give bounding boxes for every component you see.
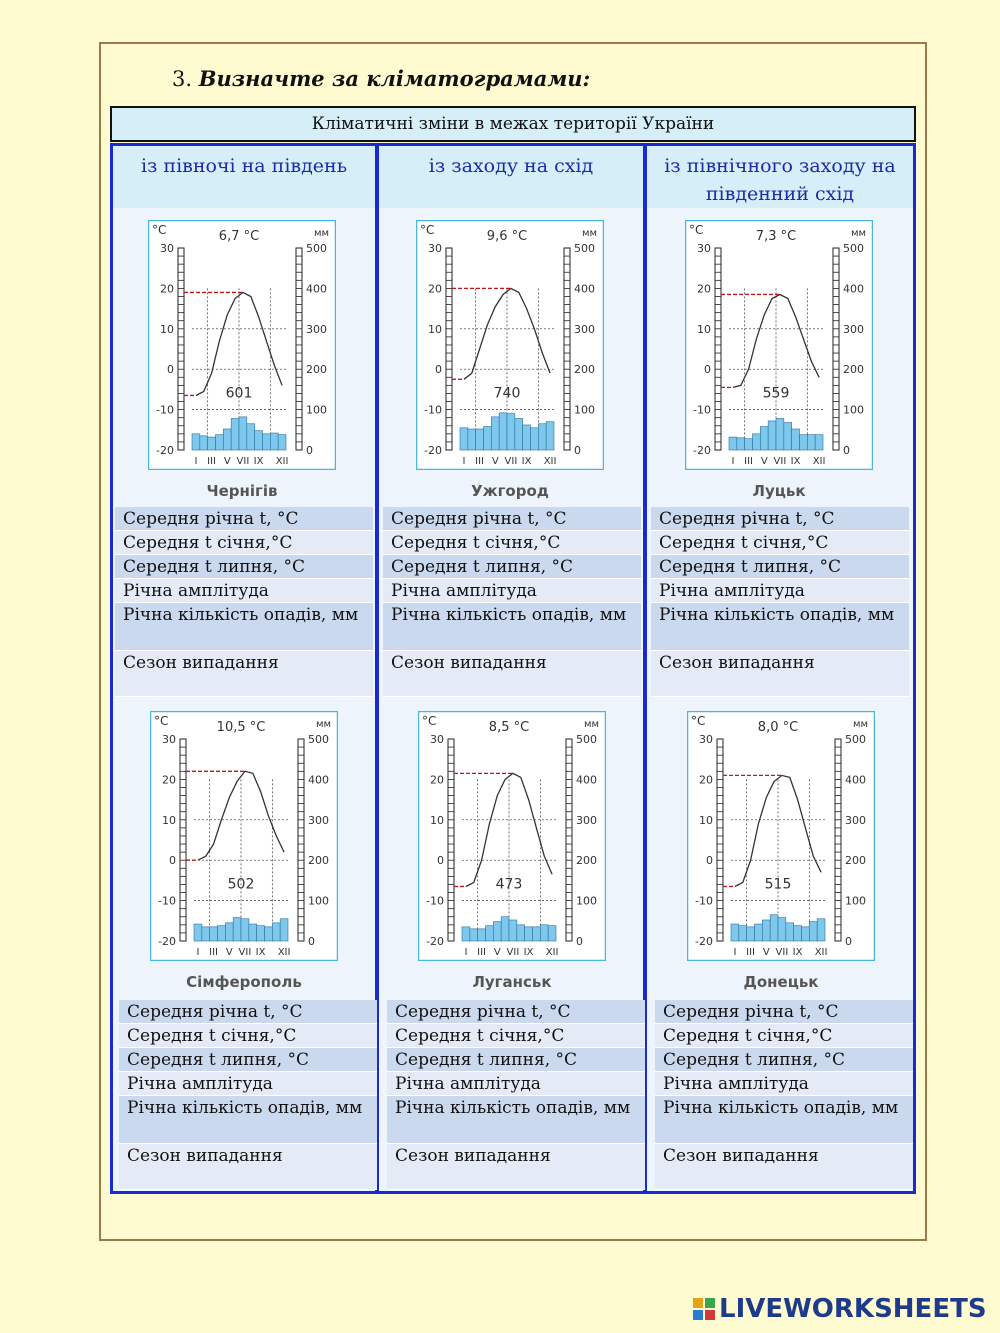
row-label: Середня t липня, °С — [387, 1048, 645, 1072]
row-label: Річна амплітуда — [387, 1072, 645, 1096]
right-tick-label: 100 — [308, 894, 329, 908]
month-label: IX — [792, 947, 803, 958]
left-tick-label: -20 — [426, 935, 444, 948]
left-tick-label: 20 — [699, 773, 713, 787]
left-tick-label: -10 — [158, 894, 176, 908]
left-unit-label: °С — [422, 714, 437, 728]
precip-bar — [265, 927, 273, 941]
month-label: XII — [275, 456, 289, 467]
right-tick-label: 500 — [843, 242, 864, 255]
right-unit-label: мм — [582, 228, 598, 239]
row-label: Річна амплітуда — [655, 1072, 913, 1096]
row-label: Річна кількість опадів, мм — [387, 1096, 645, 1144]
precip-bar — [501, 917, 509, 941]
task-text: Визначте за кліматограмами: — [198, 66, 591, 91]
precip-bar — [476, 429, 484, 450]
precip-bar — [272, 923, 280, 941]
right-tick-label: 200 — [843, 363, 864, 377]
right-tick-label: 0 — [574, 444, 581, 457]
city-name: Ужгород — [471, 482, 549, 500]
city-name: Луцьк — [752, 482, 806, 500]
row-label: Середня t січня,°С — [655, 1024, 913, 1048]
precip-bar — [493, 922, 501, 941]
row-label: Середня t липня, °С — [655, 1048, 913, 1072]
left-tick-label: -20 — [695, 935, 713, 948]
month-label: VII — [236, 456, 250, 467]
month-label: IX — [253, 456, 264, 467]
left-tick-label: 10 — [428, 322, 442, 336]
data-rows — [651, 507, 909, 697]
left-tick-label: 20 — [430, 773, 444, 787]
left-tick-label: 0 — [169, 854, 176, 868]
month-label: V — [225, 947, 233, 958]
climatogram-svg — [150, 711, 338, 961]
month-label: IX — [521, 456, 532, 467]
row-label: Сезон випадання — [383, 651, 641, 697]
right-tick-label: 300 — [574, 322, 595, 336]
left-tick-label: 30 — [162, 733, 176, 746]
month-label: XII — [814, 947, 828, 958]
right-tick-label: 0 — [306, 444, 313, 457]
left-tick-label: 0 — [706, 854, 713, 868]
brand-icon — [693, 1298, 715, 1320]
precip-bar — [770, 915, 778, 941]
precip-bar — [486, 926, 494, 941]
row-label: Середня t липня, °С — [115, 555, 373, 579]
left-unit-label: °С — [691, 714, 706, 728]
precip-bar — [194, 924, 202, 941]
precip-bar — [202, 927, 210, 941]
precip-bar — [231, 418, 239, 450]
precip-bar — [807, 435, 815, 450]
left-tick-label: 0 — [167, 363, 174, 377]
left-tick-label: 30 — [428, 242, 442, 255]
row-label: Річна кількість опадів, мм — [655, 1096, 913, 1144]
precip-bar — [540, 925, 548, 941]
right-tick-label: 0 — [576, 935, 583, 948]
right-tick-label: 100 — [845, 894, 866, 908]
precip-bar — [745, 439, 753, 450]
row-label: Середня t липня, °С — [651, 555, 909, 579]
precip-bar — [460, 428, 468, 450]
precip-bar — [507, 414, 515, 450]
left-tick-label: 10 — [697, 322, 711, 336]
climatogram — [687, 711, 875, 961]
precip-bar — [794, 926, 802, 941]
left-tick-label: -10 — [695, 894, 713, 908]
precip-bar — [468, 429, 476, 450]
left-tick-label: 20 — [428, 282, 442, 296]
right-tick-label: 500 — [845, 733, 866, 746]
precip-bar — [233, 918, 241, 941]
precip-bar — [491, 417, 499, 450]
precip-bar — [210, 927, 218, 941]
precip-bar — [802, 927, 810, 941]
month-label: III — [744, 456, 754, 467]
right-tick-label: 500 — [576, 733, 597, 746]
row-label: Середня річна t, °С — [115, 507, 373, 531]
precip-bar — [523, 425, 531, 450]
left-tick-label: 30 — [430, 733, 444, 746]
precip-bar — [517, 925, 525, 941]
climatogram-svg — [418, 711, 606, 961]
precip-bar — [278, 435, 286, 450]
right-tick-label: 200 — [845, 854, 866, 868]
left-tick-label: -20 — [693, 444, 711, 457]
precip-bar — [800, 435, 808, 450]
precip-bar — [247, 424, 255, 450]
climatogram — [418, 711, 606, 961]
month-label: V — [762, 947, 770, 958]
precip-bar — [731, 924, 739, 941]
climatogram — [685, 220, 873, 470]
precip-bar — [729, 437, 737, 450]
precip-bar — [484, 427, 492, 450]
row-label: Середня річна t, °С — [387, 1000, 645, 1024]
row-label: Річна амплітуда — [119, 1072, 377, 1096]
month-label: IX — [790, 456, 801, 467]
month-label: VII — [775, 947, 789, 958]
precip-total-label: 502 — [227, 876, 255, 893]
climatogram — [416, 220, 604, 470]
precip-bar — [249, 924, 257, 941]
right-tick-label: 100 — [574, 403, 595, 417]
right-tick-label: 100 — [843, 403, 864, 417]
row-label: Річна кількість опадів, мм — [115, 603, 373, 651]
precip-bar — [216, 435, 224, 450]
month-label: XII — [543, 456, 557, 467]
left-tick-label: -20 — [424, 444, 442, 457]
left-unit-label: °С — [154, 714, 169, 728]
left-tick-label: 10 — [162, 813, 176, 827]
column-header-northwest-southeast: із північного заходу на південний схід — [647, 146, 913, 208]
right-unit-label: мм — [851, 228, 867, 239]
annual-temp-label: 7,3 °С — [755, 229, 797, 244]
right-tick-label: 200 — [308, 854, 329, 868]
precip-bar — [762, 920, 770, 941]
task-number: 3. — [172, 67, 193, 91]
precip-bar — [509, 920, 517, 941]
left-tick-label: -10 — [156, 403, 174, 417]
left-tick-label: 10 — [430, 813, 444, 827]
precip-bar — [786, 923, 794, 941]
data-rows — [655, 1000, 913, 1190]
table-title: Кліматичні зміни в межах території України — [110, 106, 916, 142]
left-tick-label: -20 — [156, 444, 174, 457]
row-label: Річна амплітуда — [115, 579, 373, 603]
month-label: I — [462, 456, 466, 467]
right-tick-label: 500 — [574, 242, 595, 255]
climatogram-svg — [416, 220, 604, 470]
month-label: I — [731, 456, 735, 467]
city-name: Луганськ — [472, 973, 552, 991]
precip-bar — [755, 924, 763, 941]
left-tick-label: 0 — [704, 363, 711, 377]
left-tick-label: 30 — [160, 242, 174, 255]
precip-bar — [515, 418, 523, 450]
precip-total-label: 740 — [493, 385, 521, 402]
row-label: Річна кількість опадів, мм — [119, 1096, 377, 1144]
climatogram — [150, 711, 338, 961]
annual-temp-label: 6,7 °С — [218, 229, 260, 244]
row-label: Середня t липня, °С — [119, 1048, 377, 1072]
left-tick-label: 0 — [435, 363, 442, 377]
month-label: V — [223, 456, 231, 467]
city-name: Донецьк — [743, 973, 819, 991]
row-label: Сезон випадання — [651, 651, 909, 697]
precip-bar — [809, 922, 817, 941]
month-label: III — [207, 456, 217, 467]
row-label: Середня річна t, °С — [119, 1000, 377, 1024]
month-label: III — [475, 456, 485, 467]
right-tick-label: 200 — [574, 363, 595, 377]
row-label: Річна амплітуда — [651, 579, 909, 603]
right-tick-label: 100 — [576, 894, 597, 908]
precip-bar — [499, 413, 507, 450]
left-tick-label: 30 — [697, 242, 711, 255]
row-label: Середня t січня,°С — [383, 531, 641, 555]
left-tick-label: -10 — [426, 894, 444, 908]
left-tick-label: -20 — [158, 935, 176, 948]
right-tick-label: 400 — [845, 773, 866, 787]
brand-logo — [693, 1294, 987, 1324]
precip-bar — [778, 918, 786, 941]
precip-bar — [470, 929, 478, 941]
column-header-west-east: із заходу на схід — [379, 146, 643, 208]
row-label: Середня t січня,°С — [119, 1024, 377, 1048]
right-tick-label: 0 — [308, 935, 315, 948]
precip-bar — [760, 427, 768, 450]
climatogram-svg — [148, 220, 336, 470]
right-tick-label: 400 — [306, 282, 327, 296]
precip-bar — [792, 429, 800, 450]
row-label: Середня річна t, °С — [655, 1000, 913, 1024]
precip-total-label: 601 — [225, 385, 253, 402]
precip-bar — [747, 927, 755, 941]
month-label: III — [209, 947, 219, 958]
row-label: Сезон випадання — [655, 1144, 913, 1190]
city-name: Сімферополь — [186, 973, 302, 991]
left-tick-label: 10 — [699, 813, 713, 827]
data-rows — [115, 507, 373, 697]
right-tick-label: 100 — [306, 403, 327, 417]
row-label: Річна амплітуда — [383, 579, 641, 603]
right-tick-label: 400 — [576, 773, 597, 787]
right-tick-label: 400 — [843, 282, 864, 296]
precip-bar — [546, 422, 554, 450]
right-tick-label: 500 — [306, 242, 327, 255]
month-label: V — [493, 947, 501, 958]
precip-bar — [270, 433, 278, 450]
row-label: Сезон випадання — [387, 1144, 645, 1190]
precip-bar — [815, 435, 823, 450]
column-header-north-south: із півночі на південь — [113, 146, 375, 208]
right-tick-label: 300 — [576, 813, 597, 827]
annual-temp-label: 9,6 °С — [486, 229, 528, 244]
row-label: Середня річна t, °С — [383, 507, 641, 531]
row-label: Річна кількість опадів, мм — [651, 603, 909, 651]
row-label: Середня t січня,°С — [651, 531, 909, 555]
row-label: Середня t липня, °С — [383, 555, 641, 579]
task-heading — [172, 66, 590, 91]
precip-bar — [241, 919, 249, 941]
precip-bar — [531, 428, 539, 450]
month-label: XII — [545, 947, 559, 958]
month-label: III — [746, 947, 756, 958]
month-label: IX — [523, 947, 534, 958]
climatogram — [148, 220, 336, 470]
right-tick-label: 400 — [574, 282, 595, 296]
data-rows — [383, 507, 641, 697]
right-unit-label: мм — [314, 228, 330, 239]
right-tick-label: 300 — [308, 813, 329, 827]
right-unit-label: мм — [853, 719, 869, 730]
month-label: XII — [277, 947, 291, 958]
data-rows — [387, 1000, 645, 1190]
precip-bar — [478, 929, 486, 941]
row-label: Середня t січня,°С — [387, 1024, 645, 1048]
left-tick-label: 30 — [699, 733, 713, 746]
left-tick-label: 10 — [160, 322, 174, 336]
annual-temp-label: 8,0 °С — [757, 720, 799, 735]
month-label: V — [491, 456, 499, 467]
right-tick-label: 300 — [306, 322, 327, 336]
right-unit-label: мм — [584, 719, 600, 730]
right-unit-label: мм — [316, 719, 332, 730]
precip-bar — [739, 926, 747, 941]
month-label: VII — [504, 456, 518, 467]
precip-bar — [533, 927, 541, 941]
climatogram-svg — [685, 220, 873, 470]
month-label: I — [194, 456, 198, 467]
month-label: VII — [506, 947, 520, 958]
left-tick-label: -10 — [424, 403, 442, 417]
precip-bar — [208, 437, 216, 450]
left-tick-label: 0 — [437, 854, 444, 868]
month-label: IX — [255, 947, 266, 958]
precip-bar — [548, 926, 556, 941]
row-label: Сезон випадання — [119, 1144, 377, 1190]
precip-bar — [737, 438, 745, 450]
month-label: III — [477, 947, 487, 958]
precip-bar — [776, 418, 784, 450]
precip-bar — [280, 919, 288, 941]
left-unit-label: °С — [689, 223, 704, 237]
precip-bar — [192, 434, 200, 450]
data-rows — [119, 1000, 377, 1190]
climatogram-svg — [687, 711, 875, 961]
precip-bar — [218, 926, 226, 941]
precip-bar — [817, 919, 825, 941]
precip-bar — [200, 436, 208, 450]
month-label: V — [760, 456, 768, 467]
precip-total-label: 515 — [764, 876, 792, 893]
right-tick-label: 500 — [308, 733, 329, 746]
row-label: Сезон випадання — [115, 651, 373, 697]
right-tick-label: 300 — [843, 322, 864, 336]
left-unit-label: °С — [152, 223, 167, 237]
precip-bar — [263, 434, 271, 450]
month-label: XII — [812, 456, 826, 467]
month-label: I — [733, 947, 737, 958]
left-tick-label: -10 — [693, 403, 711, 417]
precip-total-label: 559 — [762, 385, 790, 402]
precip-bar — [768, 421, 776, 450]
precip-total-label: 473 — [495, 876, 523, 893]
month-label: VII — [773, 456, 787, 467]
right-tick-label: 200 — [306, 363, 327, 377]
month-label: VII — [238, 947, 252, 958]
city-name: Чернігів — [206, 482, 278, 500]
month-label: I — [196, 947, 200, 958]
precip-bar — [255, 431, 263, 450]
precip-bar — [784, 423, 792, 450]
right-tick-label: 0 — [843, 444, 850, 457]
month-label: I — [464, 947, 468, 958]
left-tick-label: 20 — [162, 773, 176, 787]
precip-bar — [538, 424, 546, 450]
precip-bar — [239, 417, 247, 450]
right-tick-label: 200 — [576, 854, 597, 868]
precip-bar — [225, 923, 233, 941]
right-tick-label: 0 — [845, 935, 852, 948]
left-unit-label: °С — [420, 223, 435, 237]
left-tick-label: 20 — [160, 282, 174, 296]
precip-bar — [257, 926, 265, 941]
row-label: Середня t січня,°С — [115, 531, 373, 555]
annual-temp-label: 8,5 °С — [488, 720, 530, 735]
precip-bar — [223, 429, 231, 450]
left-tick-label: 20 — [697, 282, 711, 296]
brand-name: LIVEWORKSHEETS — [719, 1294, 987, 1324]
precip-bar — [753, 434, 761, 450]
precip-bar — [525, 927, 533, 941]
precip-bar — [462, 927, 470, 941]
row-label: Середня річна t, °С — [651, 507, 909, 531]
right-tick-label: 300 — [845, 813, 866, 827]
row-label: Річна кількість опадів, мм — [383, 603, 641, 651]
right-tick-label: 400 — [308, 773, 329, 787]
annual-temp-label: 10,5 °С — [216, 720, 266, 735]
